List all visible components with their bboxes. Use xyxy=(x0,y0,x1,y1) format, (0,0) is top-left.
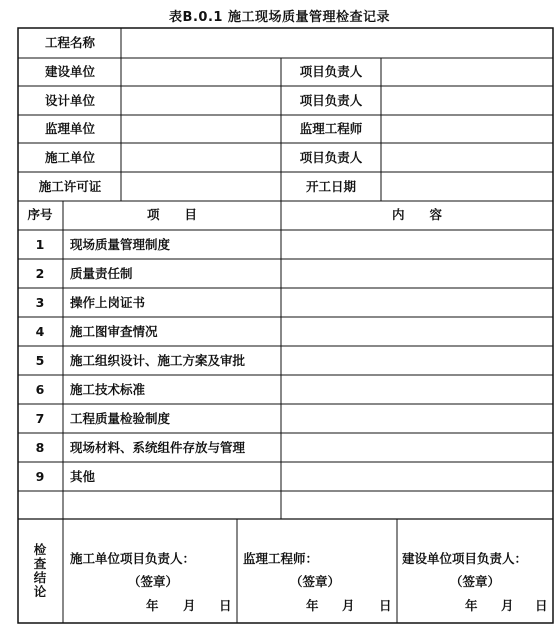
signer-role-supervisor: 监理工程师： xyxy=(243,551,319,566)
item-label: 其他 xyxy=(70,469,96,484)
header-right-label-1: 项目负责人 xyxy=(299,64,363,79)
form-title: 表B.0.1 施工现场质量管理检查记录 xyxy=(169,10,390,25)
signer-role-owner: 建设单位项目负责人： xyxy=(402,551,528,566)
header-label-design-unit: 设计单位 xyxy=(44,93,96,108)
header-right-label-4: 项目负责人 xyxy=(299,150,363,165)
signer-year-builder: 年 xyxy=(146,598,159,613)
header-label-project-name: 工程名称 xyxy=(44,35,96,50)
conclusion-label: 检查结论 xyxy=(33,542,47,599)
header-label-builder-unit: 施工单位 xyxy=(44,150,96,165)
item-label: 施工图审查情况 xyxy=(70,324,158,339)
header-label-construction-unit: 建设单位 xyxy=(44,64,96,79)
item-no: 8 xyxy=(35,440,45,455)
column-header-content: 内 容 xyxy=(391,207,443,222)
signer-day-supervisor: 日 xyxy=(379,598,392,613)
header-right-label-3: 监理工程师 xyxy=(299,121,363,136)
item-no: 1 xyxy=(35,237,45,252)
signer-month-supervisor: 月 xyxy=(342,598,355,613)
signer-seal-supervisor: （签章） xyxy=(290,574,341,589)
signer-seal-owner: （签章） xyxy=(450,574,501,589)
item-label: 施工组织设计、施工方案及审批 xyxy=(70,353,246,368)
item-no: 7 xyxy=(35,411,45,426)
signer-year-supervisor: 年 xyxy=(306,598,319,613)
signer-month-builder: 月 xyxy=(183,598,196,613)
header-label-permit: 施工许可证 xyxy=(38,179,102,194)
signer-month-owner: 月 xyxy=(501,598,514,613)
item-no: 3 xyxy=(35,295,45,310)
signer-seal-builder: （签章） xyxy=(128,574,179,589)
item-label: 操作上岗证书 xyxy=(70,295,146,310)
item-no: 9 xyxy=(35,469,45,484)
item-no: 6 xyxy=(35,382,45,397)
header-right-label-2: 项目负责人 xyxy=(299,93,363,108)
item-no: 4 xyxy=(35,324,45,339)
item-no: 2 xyxy=(35,266,45,281)
item-label: 现场质量管理制度 xyxy=(70,237,171,252)
item-label: 施工技术标准 xyxy=(70,382,146,397)
item-label: 质量责任制 xyxy=(70,266,133,281)
signer-year-owner: 年 xyxy=(465,598,478,613)
item-no: 5 xyxy=(35,353,45,368)
signer-day-owner: 日 xyxy=(535,598,548,613)
item-label: 现场材料、系统组件存放与管理 xyxy=(70,440,246,455)
item-label: 工程质量检验制度 xyxy=(70,411,171,426)
column-header-item: 项 目 xyxy=(146,207,198,222)
header-label-supervision-unit: 监理单位 xyxy=(44,121,96,136)
signer-day-builder: 日 xyxy=(219,598,232,613)
signer-role-builder: 施工单位项目负责人： xyxy=(70,551,196,566)
header-right-label-5: 开工日期 xyxy=(305,179,357,194)
column-header-no: 序号 xyxy=(27,207,53,222)
